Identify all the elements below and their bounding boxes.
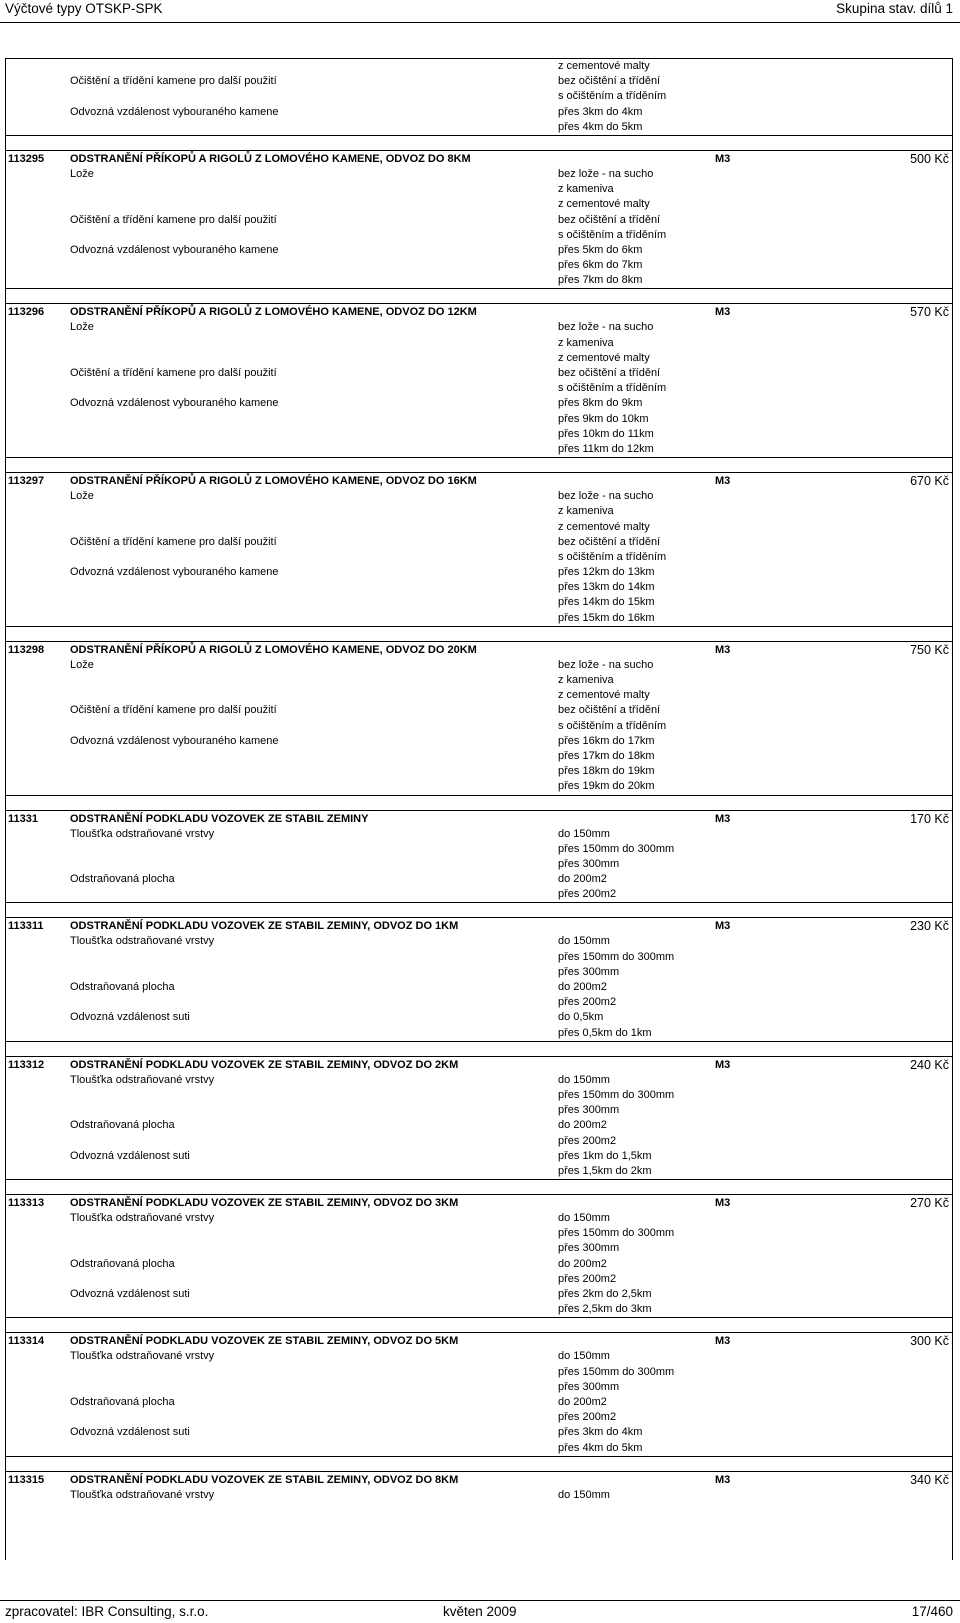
block-gap <box>5 627 953 641</box>
item-header <box>5 151 953 167</box>
parameter-label: Odstraňovaná plocha <box>70 981 175 993</box>
parameter-row <box>5 320 953 335</box>
item-unit: M3 <box>715 152 731 165</box>
parameter-option: z cementové malty <box>558 689 650 702</box>
parameter-option: přes 18km do 19km <box>558 765 655 778</box>
parameter-option: přes 200m2 <box>558 1272 617 1285</box>
block-gap <box>5 1180 953 1194</box>
item-name: ODSTRANĚNÍ PŘÍKOPŮ A RIGOLŮ Z LOMOVÉHO KAMENE, ODVOZ DO 8KM <box>70 152 471 165</box>
item-name: ODSTRANĚNÍ PODKLADU VOZOVEK ZE STABIL ZEMINY, ODVOZ DO 2KM <box>70 1058 459 1071</box>
parameter-row <box>5 336 953 351</box>
parameter-row <box>5 980 953 995</box>
item-header <box>5 1472 953 1488</box>
parameter-option: do 0,5km <box>558 1011 604 1024</box>
page-header <box>0 0 960 23</box>
parameter-option: přes 15km do 16km <box>558 611 655 624</box>
parameter-option: do 150mm <box>558 827 610 840</box>
item-unit: M3 <box>715 1197 731 1210</box>
parameter-label: Odvozná vzdálenost vybouraného kamene <box>70 397 279 410</box>
document-title: Výčtové typy OTSKP-SPK <box>5 1 163 16</box>
item-header <box>5 642 953 658</box>
parameter-label: Odvozná vzdálenost suti <box>70 1011 190 1024</box>
parameter-option: bez očištění a třídění <box>558 704 661 717</box>
parameter-option: bez očištění a třídění <box>558 213 661 226</box>
parameter-option: přes 150mm do 300mm <box>558 1227 675 1240</box>
parameter-row <box>5 550 953 565</box>
parameter-option: přes 2,5km do 3km <box>558 1303 652 1316</box>
parameter-option: do 150mm <box>558 1350 610 1363</box>
item-price: 670 Kč <box>910 474 949 489</box>
parameter-option: přes 9km do 10km <box>558 412 649 425</box>
parameter-row <box>5 228 953 243</box>
parameter-row <box>5 59 953 74</box>
parameter-option: s očištěním a tříděním <box>558 719 667 732</box>
parameter-option: do 150mm <box>558 1073 610 1086</box>
parameter-row <box>5 1118 953 1133</box>
parameter-option: přes 11km do 12km <box>558 442 654 455</box>
parameter-row <box>5 1103 953 1118</box>
parameter-row <box>5 1425 953 1440</box>
parameter-option: přes 17km do 18km <box>558 749 655 762</box>
parameter-option: přes 3km do 4km <box>558 1426 643 1439</box>
item-name: ODSTRANĚNÍ PODKLADU VOZOVEK ZE STABIL ZEMINY, ODVOZ DO 8KM <box>70 1473 459 1486</box>
parameter-option: přes 300mm <box>558 965 620 978</box>
parameter-row <box>5 673 953 688</box>
item-header <box>5 811 953 827</box>
item-block <box>5 472 953 627</box>
item-header <box>5 918 953 934</box>
block-gap <box>5 1042 953 1056</box>
item-block <box>5 810 953 904</box>
parameter-row <box>5 1026 953 1041</box>
item-header <box>5 1195 953 1211</box>
item-price: 240 Kč <box>910 1057 949 1072</box>
parameter-label: Odvozná vzdálenost vybouraného kamene <box>70 566 279 579</box>
item-name: ODSTRANĚNÍ PODKLADU VOZOVEK ZE STABIL ZEMINY, ODVOZ DO 1KM <box>70 920 459 933</box>
item-header <box>5 1057 953 1073</box>
parameter-row <box>5 489 953 504</box>
parameter-label: Odvozná vzdálenost suti <box>70 1288 190 1300</box>
item-code: 113295 <box>8 152 45 165</box>
parameter-option: přes 7km do 8km <box>558 274 643 287</box>
parameter-row <box>5 611 953 626</box>
parameter-option: přes 3km do 4km <box>558 105 643 118</box>
parameter-row <box>5 827 953 842</box>
parameter-row <box>5 1088 953 1103</box>
parameter-option: přes 300mm <box>558 1104 620 1117</box>
item-header <box>5 473 953 489</box>
item-price: 340 Kč <box>910 1472 949 1487</box>
parameter-option: z cementové malty <box>558 520 650 533</box>
parameter-label: Odvozná vzdálenost vybouraného kamene <box>70 734 279 747</box>
item-code: 113315 <box>8 1473 45 1486</box>
parameter-label: Lože <box>70 658 94 671</box>
parameter-option: přes 4km do 5km <box>558 120 643 133</box>
parameter-row <box>5 1488 953 1503</box>
parameter-row <box>5 1164 953 1179</box>
item-unit: M3 <box>715 643 731 656</box>
parameter-option: přes 10km do 11km <box>558 427 654 440</box>
item-header <box>5 1333 953 1349</box>
item-code: 113312 <box>8 1058 45 1071</box>
section-title: Skupina stav. dílů 1 <box>836 1 953 16</box>
parameter-row <box>5 965 953 980</box>
parameter-row <box>5 504 953 519</box>
parameter-option: přes 16km do 17km <box>558 734 655 747</box>
item-price: 750 Kč <box>910 642 949 657</box>
parameter-label: Odvozná vzdálenost suti <box>70 1149 190 1162</box>
parameter-row <box>5 182 953 197</box>
item-block <box>5 1332 953 1456</box>
parameter-option: přes 4km do 5km <box>558 1441 643 1454</box>
item-block <box>5 917 953 1041</box>
parameter-row <box>5 89 953 104</box>
item-code: 113298 <box>8 643 45 656</box>
parameter-option: bez lože - na sucho <box>558 658 654 671</box>
item-list <box>5 58 953 1503</box>
item-unit: M3 <box>715 475 731 488</box>
item-price: 270 Kč <box>910 1196 949 1211</box>
parameter-option: s očištěním a tříděním <box>558 550 667 563</box>
parameter-option: přes 19km do 20km <box>558 780 655 793</box>
parameter-row <box>5 243 953 258</box>
parameter-option: přes 150mm do 300mm <box>558 1088 675 1101</box>
item-price: 570 Kč <box>910 305 949 320</box>
footer-processor: zpracovatel: IBR Consulting, s.r.o. <box>5 1604 209 1619</box>
item-block <box>5 150 953 290</box>
parameter-label: Lože <box>70 321 94 334</box>
item-price: 300 Kč <box>910 1334 949 1349</box>
parameter-row <box>5 995 953 1010</box>
parameter-option: z kameniva <box>558 183 614 196</box>
parameter-option: z cementové malty <box>558 351 650 364</box>
parameter-option: přes 1km do 1,5km <box>558 1149 652 1162</box>
parameter-option: z cementové malty <box>558 198 650 211</box>
parameter-option: z kameniva <box>558 674 614 686</box>
parameter-row <box>5 520 953 535</box>
block-gap <box>5 136 953 150</box>
item-block <box>5 1471 953 1503</box>
parameter-option: přes 0,5km do 1km <box>558 1026 652 1039</box>
item-price: 500 Kč <box>910 151 949 166</box>
parameter-row <box>5 658 953 673</box>
parameter-label: Odvozná vzdálenost vybouraného kamene <box>70 243 279 256</box>
parameter-row <box>5 1365 953 1380</box>
parameter-option: z kameniva <box>558 336 614 349</box>
item-unit: M3 <box>715 1058 731 1071</box>
parameter-option: bez očištění a třídění <box>558 367 661 379</box>
parameter-label: Odstraňovaná plocha <box>70 873 175 886</box>
parameter-option: do 200m2 <box>558 1257 607 1270</box>
item-code: 113311 <box>8 920 44 933</box>
parameter-option: bez lože - na sucho <box>558 321 654 334</box>
parameter-row <box>5 1134 953 1149</box>
parameter-row <box>5 842 953 857</box>
parameter-option: přes 150mm do 300mm <box>558 1365 675 1378</box>
item-block <box>5 641 953 796</box>
footer-date: květen 2009 <box>443 1604 517 1619</box>
parameter-option: do 200m2 <box>558 1119 607 1132</box>
footer-page-number: 17/460 <box>911 1604 953 1619</box>
parameter-row <box>5 934 953 949</box>
parameter-label: Odstraňovaná plocha <box>70 1257 175 1270</box>
parameter-row <box>5 1349 953 1364</box>
parameter-row <box>5 595 953 610</box>
parameter-label: Tloušťka odstraňované vrstvy <box>70 1350 215 1363</box>
parameter-label: Tloušťka odstraňované vrstvy <box>70 827 215 840</box>
parameter-option: s očištěním a tříděním <box>558 382 667 395</box>
item-name: ODSTRANĚNÍ PŘÍKOPŮ A RIGOLŮ Z LOMOVÉHO KAMENE, ODVOZ DO 20KM <box>70 643 477 656</box>
parameter-row <box>5 950 953 965</box>
parameter-row <box>5 442 953 457</box>
item-price: 230 Kč <box>910 919 949 934</box>
parameter-option: přes 13km do 14km <box>558 581 655 594</box>
parameter-row <box>5 565 953 580</box>
parameter-option: přes 6km do 7km <box>558 259 643 272</box>
parameter-label: Tloušťka odstraňované vrstvy <box>70 1073 215 1086</box>
parameter-row <box>5 535 953 550</box>
parameter-row <box>5 719 953 734</box>
parameter-option: do 200m2 <box>558 981 607 993</box>
parameter-row <box>5 1380 953 1395</box>
item-code: 113296 <box>8 306 45 319</box>
parameter-row <box>5 1149 953 1164</box>
parameter-option: přes 5km do 6km <box>558 243 643 256</box>
parameter-option: přes 1,5km do 2km <box>558 1164 652 1177</box>
parameter-label: Odstraňovaná plocha <box>70 1119 175 1132</box>
parameter-label: Tloušťka odstraňované vrstvy <box>70 1488 215 1501</box>
parameter-option: do 150mm <box>558 1488 610 1501</box>
block-gap <box>5 1457 953 1471</box>
parameter-row <box>5 857 953 872</box>
item-name: ODSTRANĚNÍ PŘÍKOPŮ A RIGOLŮ Z LOMOVÉHO KAMENE, ODVOZ DO 12KM <box>70 306 477 319</box>
parameter-label: Očištění a třídění kamene pro další použití <box>70 213 277 226</box>
parameter-row <box>5 381 953 396</box>
parameter-label: Očištění a třídění kamene pro další použití <box>70 704 277 717</box>
parameter-label: Tloušťka odstraňované vrstvy <box>70 1212 215 1225</box>
parameter-option: do 150mm <box>558 935 610 948</box>
parameter-label: Odstraňovaná plocha <box>70 1395 175 1408</box>
item-header <box>5 304 953 320</box>
item-unit: M3 <box>715 812 731 825</box>
parameter-option: do 200m2 <box>558 1395 607 1408</box>
parameter-row <box>5 887 953 902</box>
parameter-row <box>5 1272 953 1287</box>
parameter-row <box>5 1010 953 1025</box>
parameter-row <box>5 1226 953 1241</box>
parameter-label: Lože <box>70 167 94 180</box>
parameter-row <box>5 396 953 411</box>
parameter-option: přes 300mm <box>558 857 620 870</box>
item-name: ODSTRANĚNÍ PODKLADU VOZOVEK ZE STABIL ZEMINY, ODVOZ DO 5KM <box>70 1335 459 1348</box>
parameter-option: přes 14km do 15km <box>558 596 655 609</box>
parameter-label: Očištění a třídění kamene pro další použití <box>70 75 277 88</box>
parameter-option: z kameniva <box>558 505 614 518</box>
parameter-label: Tloušťka odstraňované vrstvy <box>70 935 215 948</box>
item-code: 113297 <box>8 475 45 488</box>
parameter-option: přes 200m2 <box>558 1134 617 1147</box>
parameter-option: přes 2km do 2,5km <box>558 1288 652 1300</box>
parameter-row <box>5 105 953 120</box>
parameter-label: Očištění a třídění kamene pro další použití <box>70 535 277 548</box>
item-block <box>5 1056 953 1180</box>
parameter-option: do 200m2 <box>558 873 607 886</box>
continuation-block <box>5 58 953 136</box>
parameter-row <box>5 366 953 381</box>
parameter-row <box>5 351 953 366</box>
parameter-row <box>5 258 953 273</box>
parameter-row <box>5 1073 953 1088</box>
parameter-label: Odvozná vzdálenost suti <box>70 1426 190 1439</box>
parameter-row <box>5 213 953 228</box>
parameter-option: do 150mm <box>558 1212 610 1225</box>
item-unit: M3 <box>715 1335 731 1348</box>
parameter-row <box>5 749 953 764</box>
parameter-label: Očištění a třídění kamene pro další použití <box>70 367 277 379</box>
parameter-row <box>5 764 953 779</box>
parameter-row <box>5 197 953 212</box>
item-price: 170 Kč <box>910 811 949 826</box>
parameter-option: přes 200m2 <box>558 888 617 901</box>
parameter-row <box>5 120 953 135</box>
parameter-option: bez lože - na sucho <box>558 167 654 180</box>
parameter-option: z cementové malty <box>558 60 650 72</box>
parameter-row <box>5 74 953 89</box>
parameter-label: Odvozná vzdálenost vybouraného kamene <box>70 105 279 118</box>
parameter-option: přes 150mm do 300mm <box>558 950 675 963</box>
parameter-option: bez očištění a třídění <box>558 535 661 548</box>
block-gap <box>5 796 953 810</box>
parameter-option: přes 200m2 <box>558 1411 617 1424</box>
parameter-row <box>5 1441 953 1456</box>
item-code: 11331 <box>8 812 38 825</box>
parameter-row <box>5 412 953 427</box>
parameter-row <box>5 703 953 718</box>
parameter-row <box>5 1395 953 1410</box>
parameter-option: bez lože - na sucho <box>558 490 654 503</box>
parameter-row <box>5 1287 953 1302</box>
parameter-option: s očištěním a tříděním <box>558 90 667 103</box>
item-name: ODSTRANĚNÍ PODKLADU VOZOVEK ZE STABIL ZEMINY, ODVOZ DO 3KM <box>70 1197 459 1210</box>
parameter-option: s očištěním a tříděním <box>558 228 667 241</box>
parameter-row <box>5 734 953 749</box>
parameter-option: přes 300mm <box>558 1380 620 1393</box>
block-gap <box>5 903 953 917</box>
parameter-option: přes 12km do 13km <box>558 566 655 579</box>
parameter-option: bez očištění a třídění <box>558 75 661 88</box>
parameter-option: přes 300mm <box>558 1242 620 1255</box>
parameter-row <box>5 1302 953 1317</box>
parameter-row <box>5 167 953 182</box>
block-gap <box>5 1318 953 1332</box>
item-name: ODSTRANĚNÍ PODKLADU VOZOVEK ZE STABIL ZEMINY <box>70 812 369 825</box>
item-block <box>5 303 953 458</box>
parameter-label: Lože <box>70 490 94 503</box>
page-footer <box>0 1600 960 1623</box>
item-unit: M3 <box>715 920 731 933</box>
item-unit: M3 <box>715 1473 731 1486</box>
parameter-row <box>5 1241 953 1256</box>
parameter-option: přes 200m2 <box>558 996 617 1009</box>
block-gap <box>5 289 953 303</box>
parameter-option: přes 150mm do 300mm <box>558 842 675 855</box>
item-name: ODSTRANĚNÍ PŘÍKOPŮ A RIGOLŮ Z LOMOVÉHO KAMENE, ODVOZ DO 16KM <box>70 475 477 488</box>
parameter-row <box>5 779 953 794</box>
parameter-row <box>5 688 953 703</box>
parameter-row <box>5 580 953 595</box>
item-unit: M3 <box>715 306 731 319</box>
parameter-row <box>5 872 953 887</box>
item-code: 113313 <box>8 1197 45 1210</box>
item-code: 113314 <box>8 1335 45 1348</box>
parameter-row <box>5 427 953 442</box>
parameter-row <box>5 1410 953 1425</box>
parameter-row <box>5 1211 953 1226</box>
item-block <box>5 1194 953 1318</box>
parameter-option: přes 8km do 9km <box>558 397 643 410</box>
parameter-row <box>5 1257 953 1272</box>
block-gap <box>5 458 953 472</box>
parameter-row <box>5 273 953 288</box>
